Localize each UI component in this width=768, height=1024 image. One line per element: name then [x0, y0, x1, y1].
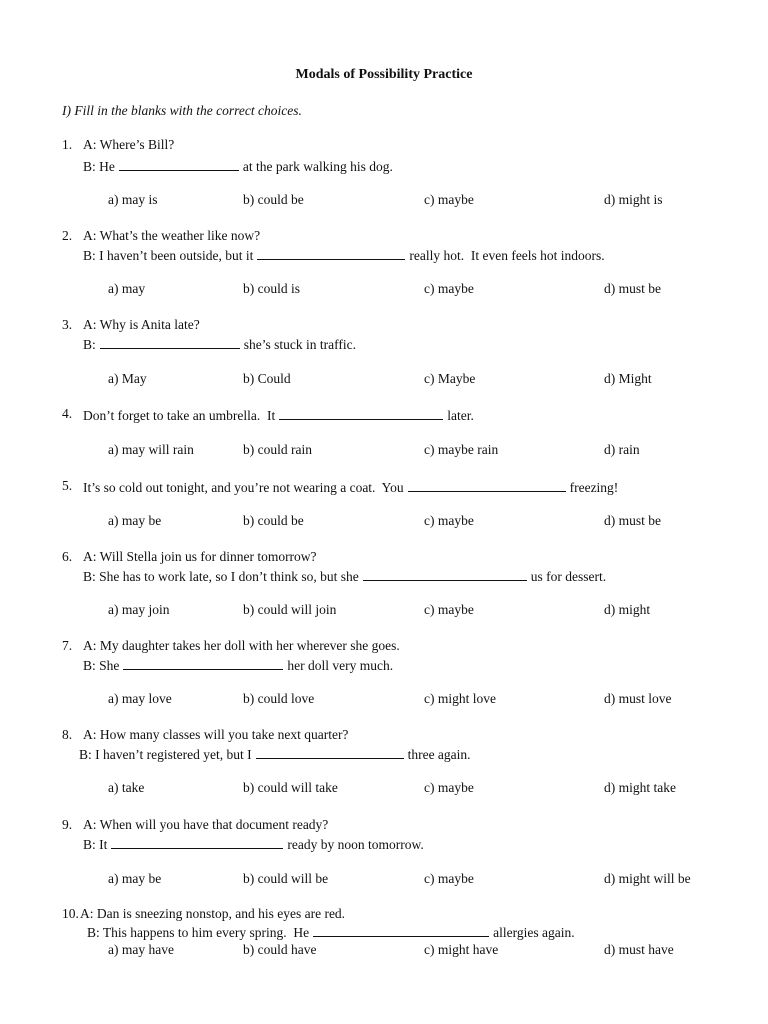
question-line — [83, 228, 260, 244]
answer-choice[interactable]: c) maybe — [424, 192, 474, 207]
answer-choice[interactable]: b) could will be — [243, 871, 329, 886]
answer-choice[interactable]: a) may be — [108, 513, 162, 528]
answer-blank[interactable] — [111, 835, 283, 849]
question-text: A: When will you have that document ready? — [83, 817, 329, 832]
answer-choice[interactable]: c) maybe — [424, 513, 474, 528]
answer-choice[interactable]: a) may have — [108, 942, 174, 957]
question-text: A: What’s the weather like now? — [83, 228, 261, 243]
answer-choice[interactable]: d) might take — [604, 780, 676, 795]
question-number: 6. — [62, 549, 73, 564]
question-line — [80, 906, 345, 922]
question-text: A: Will Stella join us for dinner tomorrow? — [83, 549, 317, 564]
answer-choice[interactable]: c) maybe — [424, 281, 474, 296]
question-number: 8. — [62, 727, 73, 742]
question-text: B: She has to work late, so I don’t think so, but she — [83, 569, 359, 584]
answer-choice[interactable]: c) maybe — [424, 602, 474, 617]
question-text: at the park walking his dog. — [242, 159, 393, 174]
answer-choice[interactable]: d) might — [604, 602, 651, 617]
question-line — [83, 246, 605, 264]
question-line — [83, 478, 618, 496]
question-text: she’s stuck in traffic. — [243, 337, 356, 352]
question-text: A: Why is Anita late? — [83, 317, 200, 332]
question-line — [79, 745, 471, 763]
question-line — [83, 137, 174, 153]
answer-choice[interactable]: b) could be — [243, 513, 304, 528]
question-number: 1. — [62, 137, 73, 152]
answer-choice[interactable]: a) may is — [108, 192, 158, 207]
question-line — [83, 317, 200, 333]
answer-choice[interactable]: a) May — [108, 371, 147, 386]
question-line — [83, 567, 606, 585]
answer-choice[interactable]: b) could is — [243, 281, 300, 296]
answer-blank[interactable] — [256, 745, 404, 759]
answer-choice[interactable]: d) might will be — [604, 871, 691, 886]
question-number: 10. — [62, 906, 79, 921]
question-line — [83, 335, 356, 353]
answer-choice[interactable]: a) may will rain — [108, 442, 194, 457]
question-text: her doll very much. — [287, 658, 394, 673]
answer-choice[interactable]: a) may love — [108, 691, 172, 706]
answer-blank[interactable] — [313, 923, 489, 937]
answer-choice[interactable]: d) must have — [604, 942, 674, 957]
question-text: It’s so cold out tonight, and you’re not wearing a coat. You — [83, 480, 404, 495]
answer-blank[interactable] — [119, 157, 239, 171]
question-number: 3. — [62, 317, 73, 332]
question-text: B: I haven’t been outside, but it — [83, 248, 254, 263]
answer-choice[interactable]: d) Might — [604, 371, 652, 386]
answer-choice[interactable]: a) take — [108, 780, 145, 795]
question-text: allergies again. — [493, 925, 575, 940]
question-text: B: This happens to him every spring. He — [87, 925, 310, 940]
answer-blank[interactable] — [257, 246, 405, 260]
question-text: really hot. It even feels hot indoors. — [409, 248, 605, 263]
answer-choice[interactable]: d) rain — [604, 442, 640, 457]
answer-choice[interactable]: d) might is — [604, 192, 663, 207]
question-text: us for dessert. — [530, 569, 607, 584]
answer-choice[interactable]: c) maybe — [424, 780, 474, 795]
question-text: three again. — [407, 747, 471, 762]
answer-choice[interactable]: d) must be — [604, 281, 661, 296]
question-line — [83, 817, 328, 833]
question-line — [83, 727, 348, 743]
question-text: freezing! — [569, 480, 619, 495]
answer-choice[interactable]: b) could be — [243, 192, 304, 207]
answer-choice[interactable]: b) could will take — [243, 780, 338, 795]
answer-choice[interactable]: d) must be — [604, 513, 661, 528]
answer-choice[interactable]: b) could will join — [243, 602, 337, 617]
question-line — [83, 656, 393, 674]
answer-blank[interactable] — [279, 406, 443, 420]
question-text: A: How many classes will you take next quarter? — [83, 727, 349, 742]
question-number: 5. — [62, 478, 73, 493]
question-text: B: — [83, 337, 96, 352]
instructions: I) Fill in the blanks with the correct choices. — [62, 103, 302, 118]
question-line — [83, 638, 400, 654]
question-number: 2. — [62, 228, 73, 243]
question-text: B: I haven’t registered yet, but I — [79, 747, 252, 762]
answer-choice[interactable]: b) could love — [243, 691, 315, 706]
question-text: Don’t forget to take an umbrella. It — [83, 408, 276, 423]
answer-choice[interactable]: b) could rain — [243, 442, 312, 457]
page-title: Modals of Possibility Practice — [295, 67, 473, 82]
question-line — [83, 157, 393, 175]
question-line — [83, 406, 474, 424]
answer-choice[interactable]: b) could have — [243, 942, 317, 957]
answer-choice[interactable]: a) may — [108, 281, 146, 296]
question-number: 9. — [62, 817, 73, 832]
answer-choice[interactable]: a) may join — [108, 602, 170, 617]
answer-choice[interactable]: c) might have — [424, 942, 499, 957]
answer-choice[interactable]: a) may be — [108, 871, 162, 886]
question-text: A: Dan is sneezing nonstop, and his eyes are red. — [80, 906, 346, 921]
question-text: A: Where’s Bill? — [83, 137, 175, 152]
question-text: B: She — [83, 658, 120, 673]
question-text: B: It — [83, 837, 108, 852]
answer-blank[interactable] — [363, 567, 527, 581]
question-text: B: He — [83, 159, 115, 174]
question-line — [87, 923, 575, 941]
question-line — [83, 835, 424, 853]
answer-blank[interactable] — [123, 656, 283, 670]
question-number: 7. — [62, 638, 73, 653]
question-line — [83, 549, 317, 565]
question-text: later. — [447, 408, 474, 423]
answer-blank[interactable] — [408, 478, 566, 492]
answer-choice[interactable]: c) maybe rain — [424, 442, 499, 457]
answer-choice[interactable]: c) might love — [424, 691, 496, 706]
question-number: 4. — [62, 406, 73, 421]
answer-choice[interactable]: c) maybe — [424, 871, 474, 886]
answer-choice[interactable]: b) Could — [243, 371, 291, 386]
answer-choice[interactable]: d) must love — [604, 691, 672, 706]
question-text: A: My daughter takes her doll with her wherever she goes. — [83, 638, 400, 653]
answer-choice[interactable]: c) Maybe — [424, 371, 476, 386]
answer-blank[interactable] — [100, 335, 240, 349]
question-text: ready by noon tomorrow. — [287, 837, 424, 852]
